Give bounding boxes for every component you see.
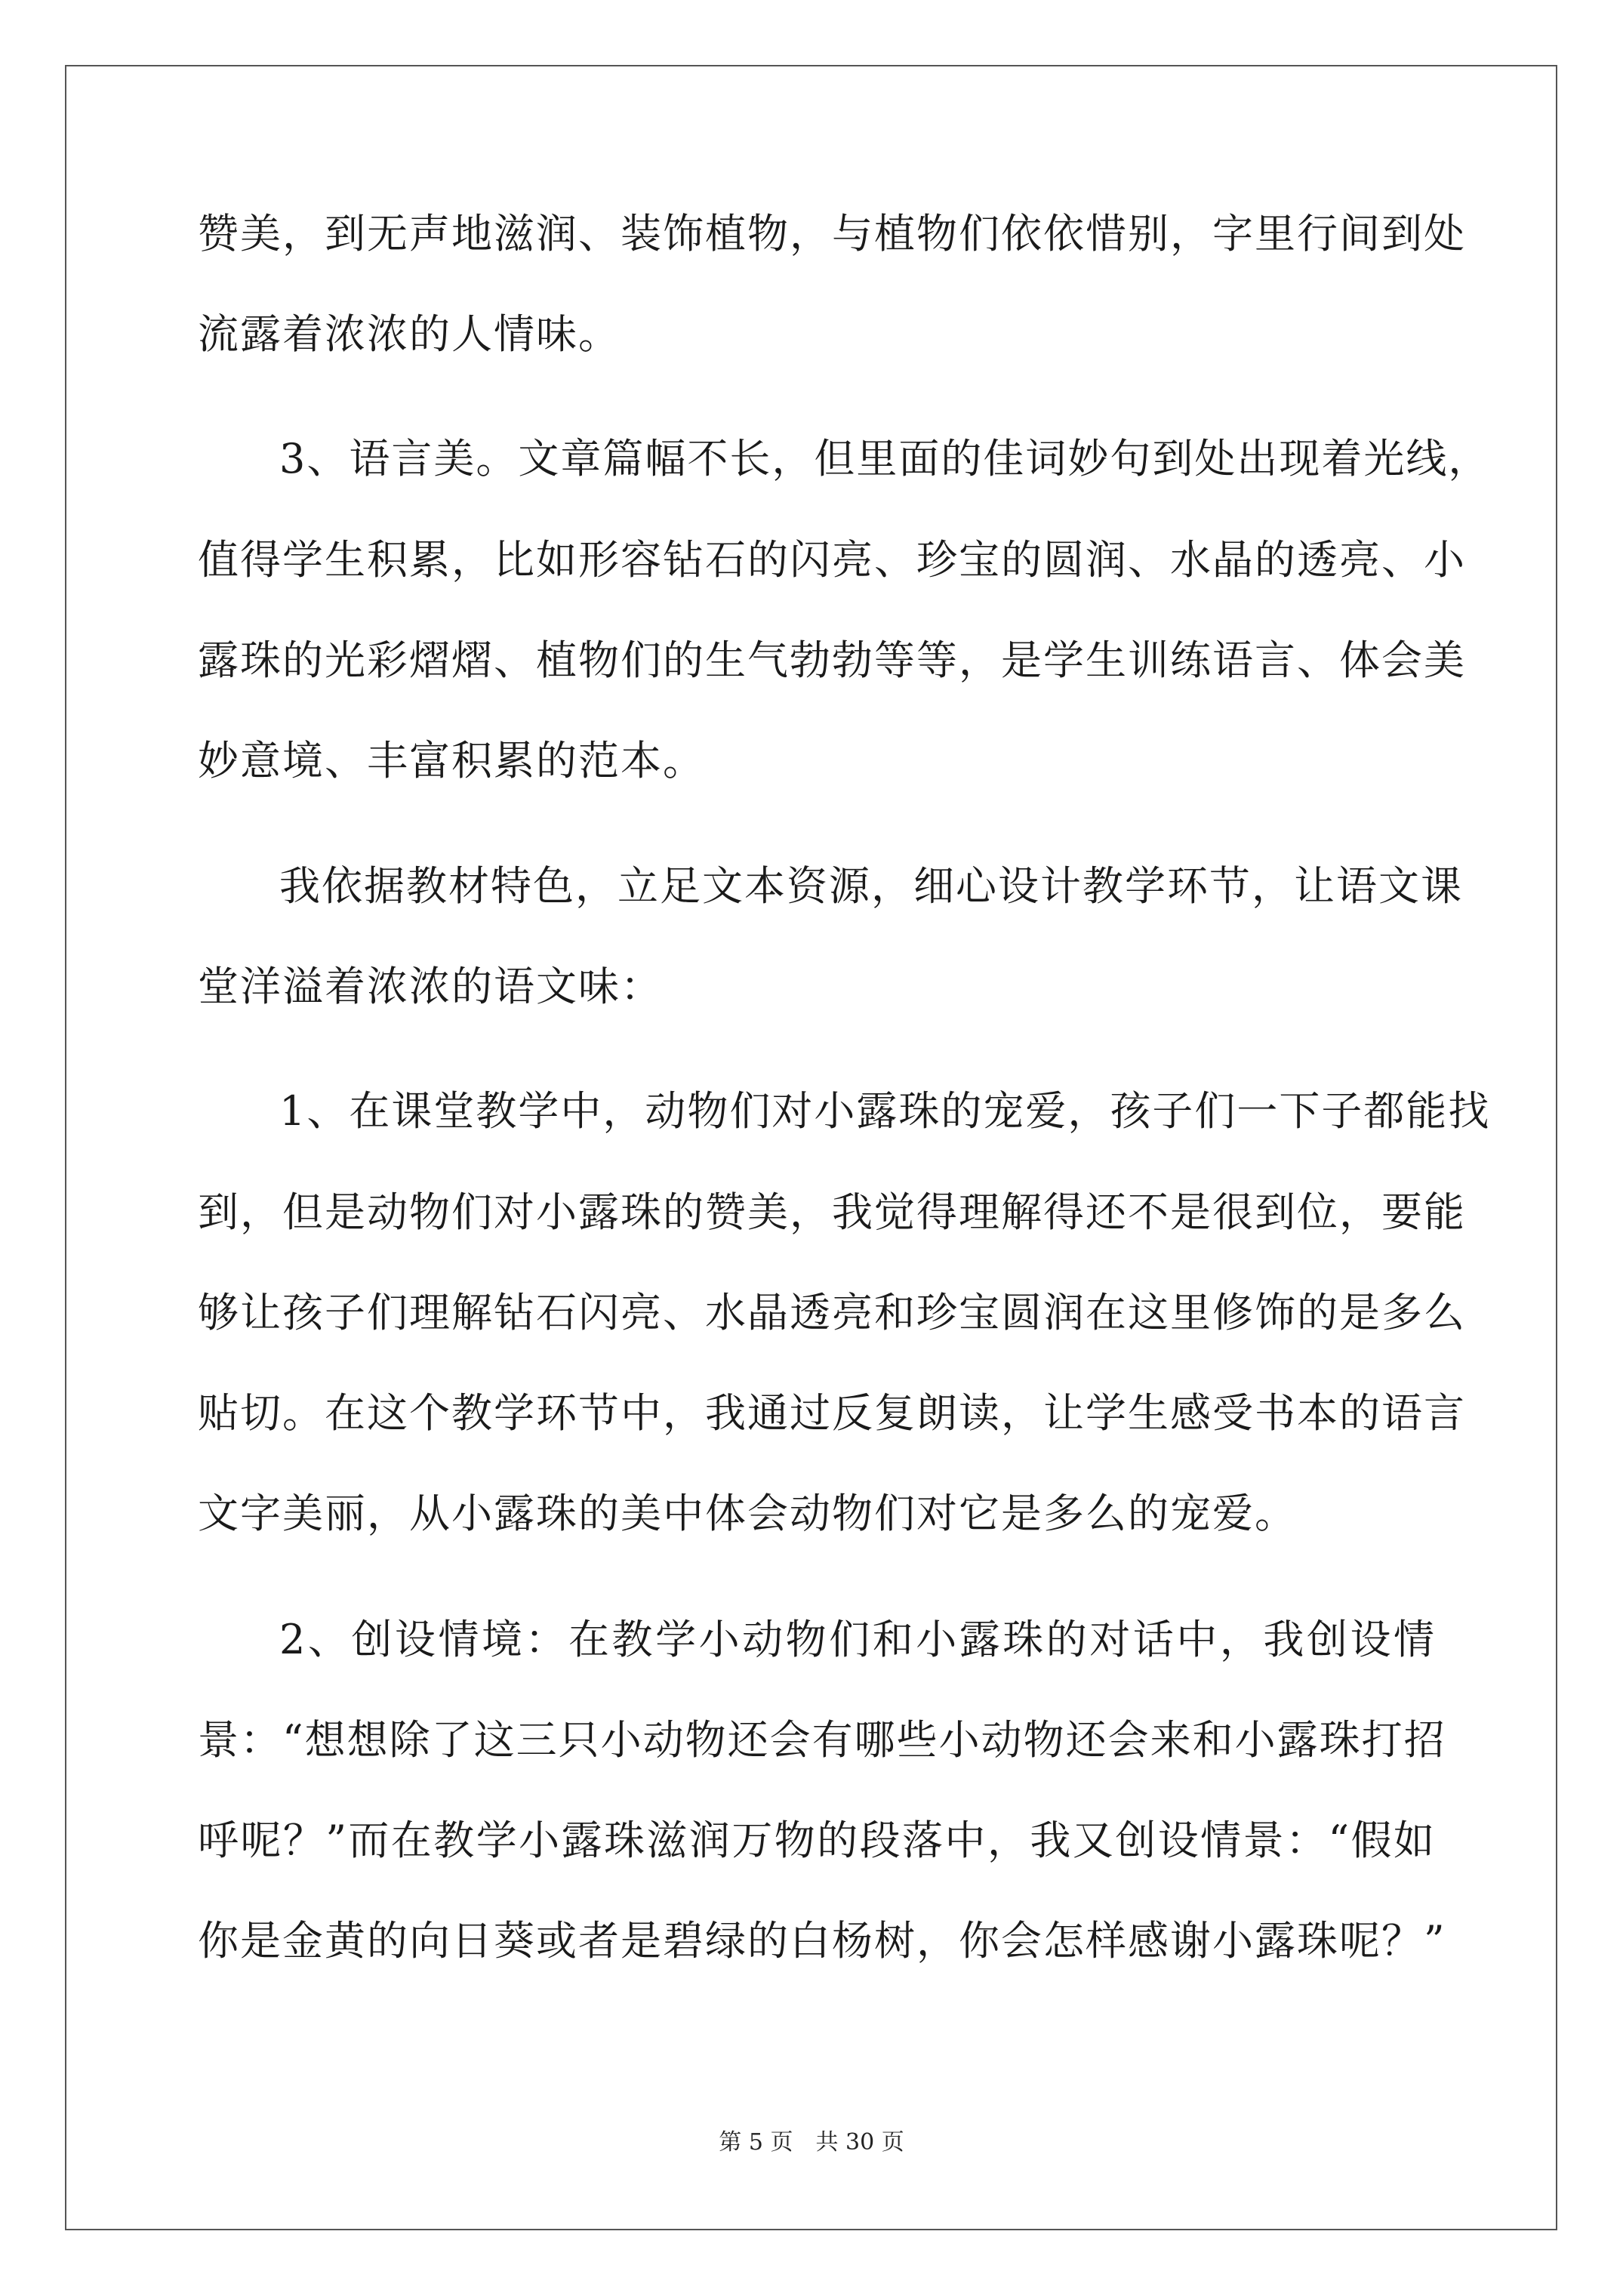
text-line: 堂洋溢着浓浓的语文味： [198,963,663,1010]
text-line: 够让孩子们理解钻石闪亮、水晶透亮和珍宝圆润在这里修饰的是多么 [198,1289,1466,1336]
paragraph-start-line: 3、语言美。文章篇幅不长，但里面的佳词妙句到处出现着光线， [279,435,1491,482]
text-line: 值得学生积累，比如形容钻石的闪亮、珍宝的圆润、水晶的透亮、小 [198,536,1466,584]
paragraph-start-line: 我依据教材特色，立足文本资源，细心设计教学环节，让语文课 [279,862,1463,910]
page-number-footer: 第 5 页 共 30 页 [719,2129,904,2156]
text-line: 文字美丽，从小露珠的美中体会动物们对它是多么的宠爱。 [198,1490,1297,1537]
text-line: 呼呢？”而在教学小露珠滋润万物的段落中，我又创设情景：“假如 [198,1817,1436,1864]
text-line: 你是金黄的向日葵或者是碧绿的白杨树，你会怎样感谢小露珠呢？” [198,1917,1446,1965]
paragraph-start-line: 1、在课堂教学中，动物们对小露珠的宠爱，孩子们一下子都能找 [279,1087,1491,1135]
text-line: 景：“想想除了这三只小动物还会有哪些小动物还会来和小露珠打招 [198,1716,1446,1764]
text-line: 妙意境、丰富积累的范本。 [198,737,705,784]
text-line: 露珠的光彩熠熠、植物们的生气勃勃等等，是学生训练语言、体会美 [198,636,1466,684]
text-line: 赞美，到无声地滋润、装饰植物，与植物们依依惜别，字里行间到处 [198,210,1466,257]
page-border [65,65,1557,2230]
text-line: 流露着浓浓的人情味。 [198,310,621,358]
text-line: 到，但是动物们对小露珠的赞美，我觉得理解得还不是很到位，要能 [198,1188,1466,1236]
text-line: 贴切。在这个教学环节中，我通过反复朗读，让学生感受书本的语言 [198,1389,1466,1437]
paragraph-start-line: 2、创设情境：在教学小动物们和小露珠的对话中，我创设情 [279,1616,1436,1663]
